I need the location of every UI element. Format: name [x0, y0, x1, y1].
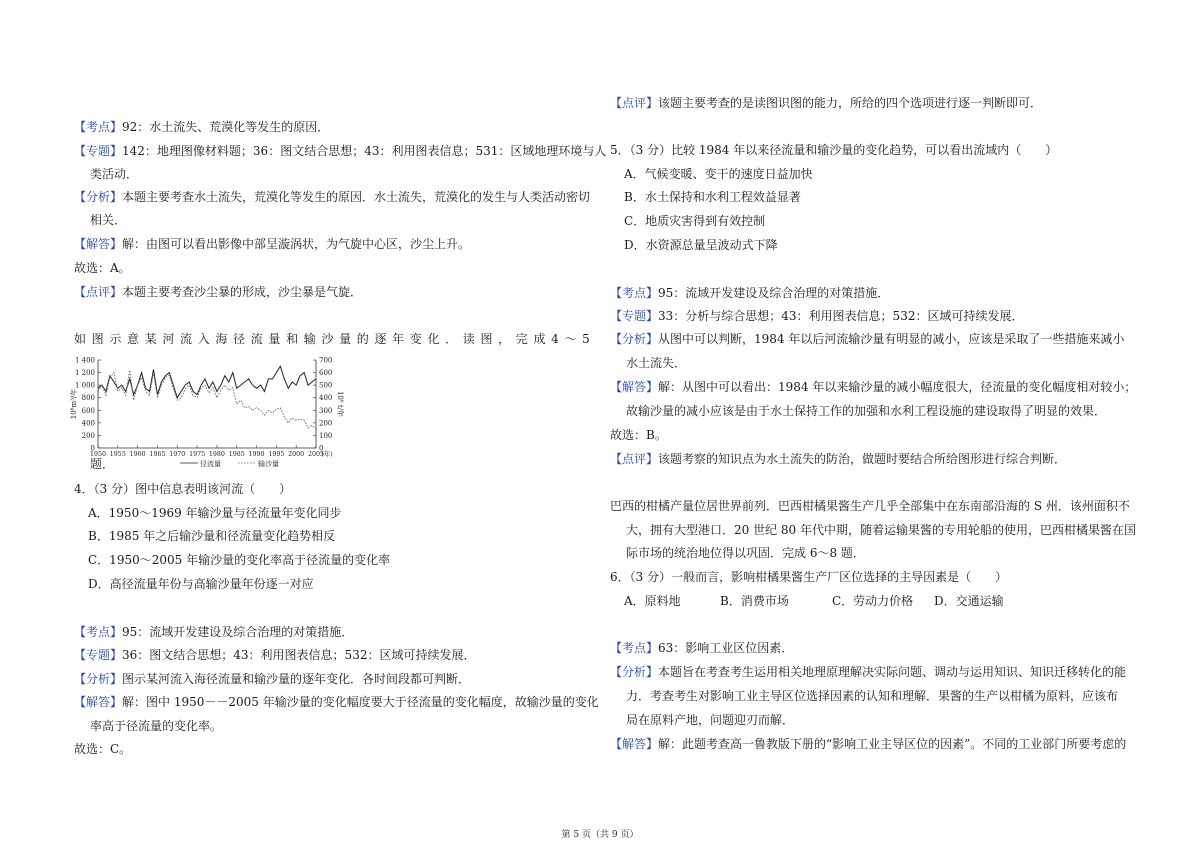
q5-option-b[interactable]: B．水土保持和水利工程效益显著 [624, 190, 801, 204]
intro-char: 如 [74, 332, 87, 346]
q3-fenxi: 【分析】本题主要考查水土流失，荒漠化等发生的原因．水土流失，荒漠化的发生与人类活动密切 [74, 190, 591, 204]
q6-option-d[interactable]: D．交通运输 [934, 594, 1004, 608]
q5-option-d[interactable]: D．水资源总量呈波动式下降 [624, 238, 778, 252]
q5-kaodian: 【考点】95：流域开发建设及综合治理的对策措施． [610, 286, 890, 300]
series-line-sediment [98, 370, 316, 429]
y-left-label: 10⁸m³/年 [70, 388, 78, 420]
intro-char: ． [445, 332, 458, 346]
x-tick-label: 1975 [189, 451, 206, 458]
y-left-tick-label: 800 [81, 394, 95, 403]
intro-char: ～ [564, 332, 577, 346]
intro-char: ， [498, 332, 511, 346]
y-right-tick-label: 100 [319, 431, 333, 440]
intro-char: 量 [268, 332, 281, 346]
q5-option-a[interactable]: A．气候变暖、变干的速度日益加快 [624, 167, 813, 181]
x-tick-label: 1965 [149, 451, 166, 458]
x-tick-label: 1950 [89, 451, 107, 458]
intro-char: 量 [339, 332, 352, 346]
q6-fenxi-cont-2: 局在原料产地，问题迎刃而解． [626, 713, 795, 727]
intro-char: 变 [409, 332, 422, 346]
legend-label: 输沙量 [258, 460, 279, 468]
passage-6-line-1: 巴西的柑橘产量位居世界前列．巴西柑橘果酱生产几乎全部集中在东南部沿海的 S 州．该州面积不 [610, 499, 1130, 513]
q5-option-c[interactable]: C．地质灾害得到有效控制 [624, 214, 766, 228]
legend-label: 径流量 [200, 460, 221, 468]
q3-dianping: 【点评】本题主要考查沙尘暴的形成，沙尘暴是气旋． [74, 285, 363, 299]
q5-jieda-cont: 故输沙量的减小应该是由于水土保持工作的加强和水利工程设施的建设取得了明显的效果． [626, 404, 1107, 418]
q4-jieda: 【解答】解：图中 1950－－2005 年输沙量的变化幅度要大于径流量的变化幅度，故输沙量的变化 [74, 695, 599, 709]
intro-char: 的 [356, 332, 369, 346]
x-unit-label: (年) [321, 451, 333, 458]
q3-fenxi-cont: 相关． [90, 213, 127, 227]
intro-char: 某 [144, 332, 157, 346]
x-tick-label: 1955 [109, 451, 126, 458]
x-tick-label: 1985 [228, 451, 245, 458]
q4-zhuanti: 【专题】36：图文结合思想；43：利用图表信息；532：区域可持续发展． [74, 648, 476, 662]
passage-intro [74, 331, 590, 347]
intro-char: 图 [480, 332, 493, 346]
y-right-tick-label: 600 [319, 369, 333, 378]
intro-char: 输 [303, 332, 316, 346]
runoff-sediment-chart [40, 353, 344, 471]
y-right-tick-label: 400 [319, 394, 333, 403]
q3-zhuanti: 【专题】142：地理图像材料题；36：图文结合思想；43：利用图表信息；531：区域地理环境与人 [74, 144, 607, 158]
x-tick-label: 2005 [307, 451, 325, 458]
q4-option-d[interactable]: D．高径流量年份与高输沙量年份逐一对应 [88, 577, 314, 591]
q3-zhuanti-cont: 类活动． [90, 167, 139, 181]
x-tick-label: 1980 [208, 451, 225, 458]
q6-fenxi-cont-1: 力．考查考生对影响工业主导区位选择因素的认知和理解．果酱的生产以柑橘为原料，应该布 [626, 689, 1119, 703]
y-right-tick-label: 0 [319, 444, 324, 453]
intro-char: 河 [162, 332, 175, 346]
q4-option-c[interactable]: C．1950～2005 年输沙量的变化率高于径流量的变化率 [88, 553, 391, 567]
q4-answer: 故选：C。 [74, 742, 132, 756]
q5-dianping: 【点评】该题考察的知识点为水土流失的防治，做题时要结合所给图形进行综合判断． [610, 452, 1067, 466]
q4-stem: 4．（3 分）图中信息表明该河流（ ） [74, 482, 292, 496]
x-tick-label: 1970 [169, 451, 186, 458]
q5-jieda: 【解答】解：从图中可以看出：1984 年以来输沙量的减小幅度很大，径流量的变化幅度相对较小； [610, 380, 1137, 394]
y-left-tick-label: 1 400 [74, 356, 95, 365]
x-tick-label: 2000 [288, 451, 305, 458]
q6-kaodian: 【考点】63：影响工业区位因素． [610, 641, 794, 655]
q5-answer: 故选：B。 [610, 428, 667, 442]
intro-char: 5 [582, 332, 590, 346]
y-right-tick-label: 700 [319, 356, 333, 365]
x-tick-label: 1990 [248, 451, 265, 458]
intro-char: 意 [127, 332, 140, 346]
x-tick-label: 1960 [129, 451, 146, 458]
y-left-tick-label: 400 [81, 419, 95, 428]
q3-answer: 故选：A。 [74, 261, 131, 275]
intro-char: 4 [551, 332, 559, 346]
q5-fenxi: 【分析】从图中可以判断，1984 年以后河流输沙量有明显的减小，应该是采取了一些措施来减小 [610, 332, 1125, 346]
intro-char: 读 [462, 332, 475, 346]
intro-char: 入 [197, 332, 210, 346]
q5-fenxi-cont: 水土流失． [626, 356, 687, 370]
q6-option-c[interactable]: C．劳动力价格 [832, 594, 914, 608]
intro-char: 流 [250, 332, 263, 346]
y-right-tick-label: 300 [319, 406, 333, 415]
intro-char: 示 [109, 332, 122, 346]
intro-char: 径 [233, 332, 246, 346]
q6-fenxi: 【分析】本题旨在考查考生运用相关地理原理解决实际问题、调动与运用知识、知识迁移转化的能 [610, 665, 1127, 679]
page-footer: 第 5 页（共 9 页） [561, 830, 639, 840]
intro-char: 成 [533, 332, 546, 346]
q5-stem: 5．（3 分）比较 1984 年以来径流量和输沙量的变化趋势，可以看出流域内（ ） [610, 143, 1058, 157]
intro-char: 沙 [321, 332, 334, 346]
intro-char: 逐 [374, 332, 387, 346]
q6-stem: 6．（3 分）一般而言，影响柑橘果酱生产厂区位选择的主导因素是（ ） [610, 570, 1008, 584]
q4-kaodian: 【考点】95：流域开发建设及综合治理的对策措施． [74, 625, 354, 639]
intro-char: 海 [215, 332, 228, 346]
q4-dianping: 【点评】该题主要考查的是读图识图的能力，所给的四个选项进行逐一判断即可． [610, 96, 1043, 110]
chart-series [98, 366, 316, 429]
q5-zhuanti: 【专题】33：分析与综合思想；43：利用图表信息；532：区域可持续发展． [610, 309, 1024, 323]
intro-char: 图 [91, 332, 104, 346]
x-tick-label: 1995 [268, 451, 285, 458]
passage-intro-end: 题． [90, 457, 115, 471]
intro-char: 年 [392, 332, 405, 346]
q3-jieda: 【解答】解：由图可以看出影像中部呈漩涡状，为气旋中心区，沙尘上升。 [74, 237, 471, 251]
q4-option-a[interactable]: A．1950～1969 年输沙量与径流量年变化同步 [88, 506, 342, 520]
intro-char: 完 [515, 332, 528, 346]
passage-6-line-3: 际市场的统治地位得以巩固．完成 6～8 题． [626, 546, 865, 560]
y-right-label: 10⁶ t/年 [336, 390, 344, 418]
y-left-tick-label: 600 [81, 406, 95, 415]
y-left-tick-label: 1 000 [74, 381, 95, 390]
q4-option-b[interactable]: B．1985 年之后输沙量和径流量变化趋势相反 [88, 529, 336, 543]
y-right-tick-label: 200 [319, 419, 333, 428]
series-line-runoff [98, 366, 316, 397]
q6-option-b[interactable]: B．消费市场 [720, 594, 789, 608]
intro-char: 化 [427, 332, 440, 346]
q3-kaodian: 【考点】92：水土流失、荒漠化等发生的原因． [74, 120, 330, 134]
chart-axes [98, 360, 316, 448]
q6-option-a[interactable]: A．原料地 [624, 594, 681, 608]
q4-jieda-cont: 率高于径流量的变化率。 [90, 719, 223, 733]
y-left-tick-label: 1 200 [74, 369, 95, 378]
intro-char: 和 [286, 332, 299, 346]
y-left-tick-label: 0 [90, 444, 95, 453]
y-left-tick-label: 200 [81, 431, 95, 440]
passage-6-line-2: 大，拥有大型港口．20 世纪 80 年代中期，随着运输果酱的专用轮船的使用，巴西柑橘果酱在国 [626, 523, 1136, 537]
intro-char: 流 [180, 332, 193, 346]
q6-jieda: 【解答】解：此题考查高一鲁教版下册的“影响工业主导区位的因素”。不同的工业部门所要考虑的 [610, 737, 1127, 751]
q4-fenxi: 【分析】图示某河流入海径流量和输沙量的逐年变化．各时间段都可判断． [74, 672, 471, 686]
y-right-tick-label: 500 [319, 381, 333, 390]
